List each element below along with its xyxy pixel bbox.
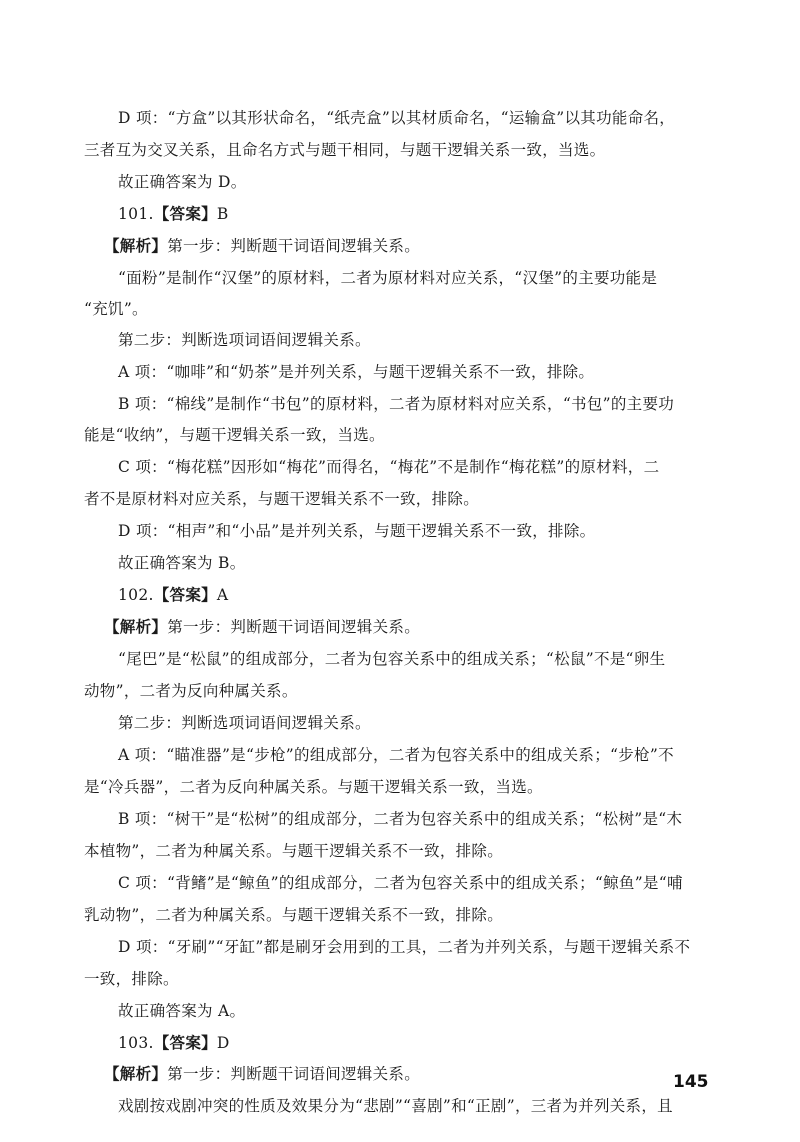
- analysis-tag: 【解析】: [104, 617, 168, 636]
- text-line: B 项：“棉线”是制作“书包”的原材料，二者为原材料对应关系，“书包”的主要功: [118, 395, 675, 413]
- question-number: 102.: [118, 586, 154, 604]
- answer-header-101: [118, 204, 229, 224]
- text-line: “面粉”是制作“汉堡”的原材料，二者为原材料对应关系，“汉堡”的主要功能是: [118, 269, 658, 287]
- text-line: “尾巴”是“松鼠”的组成部分，二者为包容关系中的组成关系；“松鼠”不是“卵生: [118, 650, 666, 668]
- text-line: 故正确答案为 A。: [118, 1002, 246, 1020]
- text-line: 能是“收纳”，与题干逻辑关系一致，当选。: [84, 426, 385, 444]
- analysis-text: 第一步：判断题干词语间逻辑关系。: [167, 618, 421, 636]
- analysis-line: [104, 1064, 420, 1084]
- text-line: 是“冷兵器”，二者为反向种属关系。与题干逻辑关系一致，当选。: [84, 778, 543, 796]
- answer-tag: 【答案】: [153, 1033, 217, 1052]
- text-line: 故正确答案为 D。: [118, 173, 247, 191]
- text-line: “充饥”。: [84, 300, 148, 318]
- answer-header-102: [118, 585, 228, 605]
- text-line: D 项：“相声”和“小品”是并列关系，与题干逻辑关系不一致，排除。: [118, 522, 596, 540]
- text-line: A 项：“咖啡”和“奶茶”是并列关系，与题干逻辑关系不一致，排除。: [118, 363, 595, 381]
- text-line: 者不是原材料对应关系，与题干逻辑关系不一致，排除。: [84, 490, 480, 508]
- page-number: 145: [673, 1072, 709, 1092]
- question-number: 103.: [118, 1034, 154, 1052]
- text-line: A 项：“瞄准器”是“步枪”的组成部分，二者为包容关系中的组成关系；“步枪”不: [118, 746, 674, 764]
- text-line: D 项：“牙刷”“牙缸”都是刷牙会用到的工具，二者为并列关系，与题干逻辑关系不: [118, 938, 691, 956]
- text-line: 本植物”，二者为种属关系。与题干逻辑关系不一致，排除。: [84, 842, 504, 860]
- answer-header-103: [118, 1033, 230, 1053]
- text-line: B 项：“树干”是“松树”的组成部分，二者为包容关系中的组成关系；“松树”是“木: [118, 810, 683, 828]
- answer-tag: 【答案】: [153, 204, 217, 223]
- text-line: 戏剧按戏剧冲突的性质及效果分为“悲剧”“喜剧”和“正剧”，三者为并列关系，且: [118, 1097, 673, 1115]
- text-line: 乳动物”，二者为种属关系。与题干逻辑关系不一致，排除。: [84, 906, 504, 924]
- answer-value: A: [216, 586, 229, 604]
- analysis-tag: 【解析】: [104, 1064, 168, 1083]
- analysis-text: 第一步：判断题干词语间逻辑关系。: [167, 237, 421, 255]
- answer-value: B: [216, 205, 229, 223]
- analysis-line: [104, 617, 420, 637]
- text-line: D 项：“方盒”以其形状命名，“纸壳盒”以其材质命名，“运输盒”以其功能命名，: [118, 109, 676, 127]
- question-number: 101.: [118, 205, 154, 223]
- text-line: 动物”，二者为反向种属关系。: [84, 682, 298, 700]
- text-line: 一致，排除。: [84, 970, 179, 988]
- analysis-text: 第一步：判断题干词语间逻辑关系。: [167, 1065, 421, 1083]
- text-line: 第二步：判断选项词语间逻辑关系。: [118, 331, 371, 349]
- text-line: 三者互为交叉关系，且命名方式与题干相同，与题干逻辑关系一致，当选。: [84, 141, 606, 159]
- answer-tag: 【答案】: [153, 585, 217, 604]
- text-line: C 项：“背鳍”是“鲸鱼”的组成部分，二者为包容关系中的组成关系；“鲸鱼”是“哺: [118, 874, 683, 892]
- analysis-tag: 【解析】: [104, 236, 168, 255]
- answer-value: D: [216, 1034, 230, 1052]
- analysis-line: [104, 236, 420, 256]
- text-line: 故正确答案为 B。: [118, 554, 246, 572]
- text-line: C 项：“梅花糕”因形如“梅花”而得名，“梅花”不是制作“梅花糕”的原材料，二: [118, 458, 660, 476]
- text-line: 第二步：判断选项词语间逻辑关系。: [118, 714, 371, 732]
